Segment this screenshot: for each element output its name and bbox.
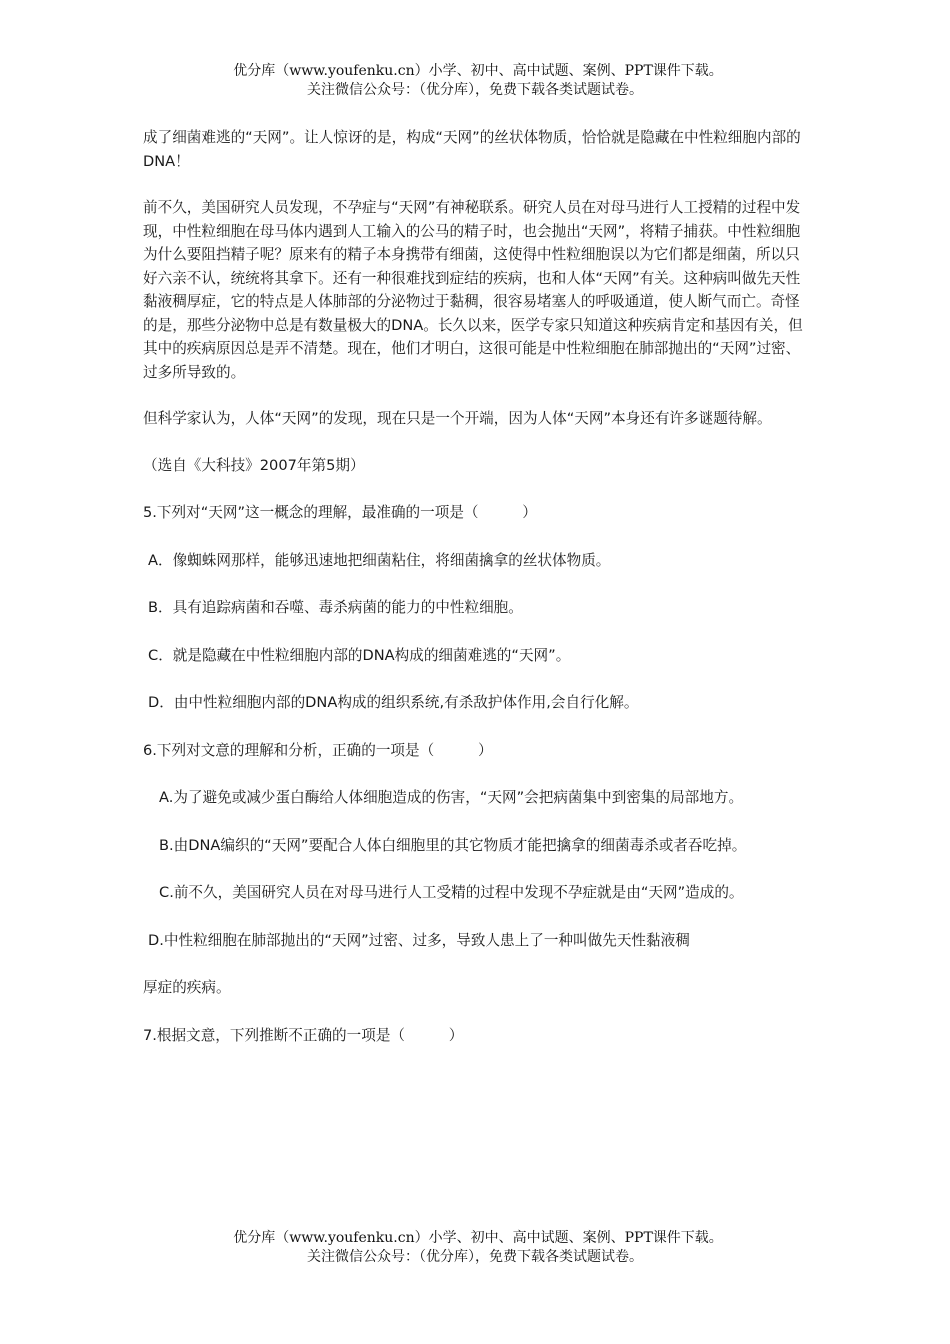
- question-5-option-c: C．就是隐藏在中性粒细胞内部的DNA构成的细菌难逃的“天网”。: [148, 646, 571, 664]
- article-paragraph-1: 成了细菌难逃的“天网”。让人惊讶的是，构成“天网”的丝状体物质，恰恰就是隐藏在中性粒细胞内部的DNA！: [143, 129, 801, 170]
- header-line-1: 优分库（www.youfenku.cn）小学、初中、高中试题、案例、PPT课件下载。: [233, 63, 723, 79]
- article-paragraph-2: 前不久，美国研究人员发现，不孕症与“天网”有神秘联系。研究人员在对母马进行人工授精的过程中发现，中性粒细胞在母马体内遇到人工输入的公马的精子时，也会抛出“天网”，将精子捕获。中性粒细胞为什么要阻挡精子呢？原来有的精子本身携带有细菌，这使得中性粒细胞误以为它们都是细菌，所以只好六亲不认，统统将其拿下。还有一种很难找到症结的疾病，也和人体“天网”有关。这种病叫做先天性黏液稠厚症，它的特点是人体肺部的分泌物过于黏稠，很容易堵塞人的呼吸通道，使人断气而亡。奇怪的是，那些分泌物中总是有数量极大的DNA。长久以来，医学专家只知道这种疾病肯定和基因有关，但其中的疾病原因总是弄不清楚。现在，他们才明白，这很可能是中性粒细胞在肺部抛出的“天网”过密、过多所导致的。: [143, 199, 803, 381]
- question-5-option-b: B．具有追踪病菌和吞噬、毒杀病菌的能力的中性粒细胞。: [148, 599, 523, 616]
- question-6-option-d: D.中性粒细胞在肺部抛出的“天网”过密、过多，导致人患上了一种叫做先天性黏液稠: [148, 931, 690, 949]
- article-paragraph-3: 但科学家认为，人体“天网”的发现，现在只是一个开端，因为人体“天网”本身还有许多谜题待解。: [143, 410, 772, 427]
- document-body: [143, 126, 807, 1071]
- question-5-option-d: D．由中性粒细胞内部的DNA构成的组织系统,有杀敌护体作用,会自行化解。: [148, 694, 639, 711]
- question-5-option-a: A．像蜘蛛网那样，能够迅速地把细菌粘住，将细菌擒拿的丝状体物质。: [148, 551, 611, 569]
- question-6-option-d-continued: 厚症的疾病。: [143, 979, 231, 996]
- footer-line-1: 优分库（www.youfenku.cn）小学、初中、高中试题、案例、PPT课件下载。: [233, 1230, 723, 1246]
- question-6-option-a: A.为了避免或减少蛋白酶给人体细胞造成的伤害，“天网”会把病菌集中到密集的局部地方。: [159, 789, 744, 806]
- footer-line-2: 关注微信公众号：（优分库），免费下载各类试题试卷。: [307, 1249, 643, 1265]
- page-header: [0, 62, 950, 100]
- page-footer: [0, 1229, 950, 1267]
- question-6-option-b: B.由DNA编织的“天网”要配合人体白细胞里的其它物质才能把擒拿的细菌毒杀或者吞吃掉。: [159, 836, 747, 854]
- article-source: （选自《大科技》2007年第5期）: [143, 456, 365, 474]
- question-6-option-c: C.前不久，美国研究人员在对母马进行人工受精的过程中发现不孕症就是由“天网”造成的。: [159, 884, 744, 901]
- question-5-stem: 5.下列对“天网”这一概念的理解，最准确的一项是（ ）: [143, 504, 537, 521]
- header-line-2: 关注微信公众号：（优分库），免费下载各类试题试卷。: [307, 82, 643, 98]
- question-7-stem: 7.根据文意，下列推断不正确的一项是（ ）: [143, 1026, 464, 1044]
- question-6-stem: 6.下列对文意的理解和分析，正确的一项是（ ）: [143, 741, 493, 759]
